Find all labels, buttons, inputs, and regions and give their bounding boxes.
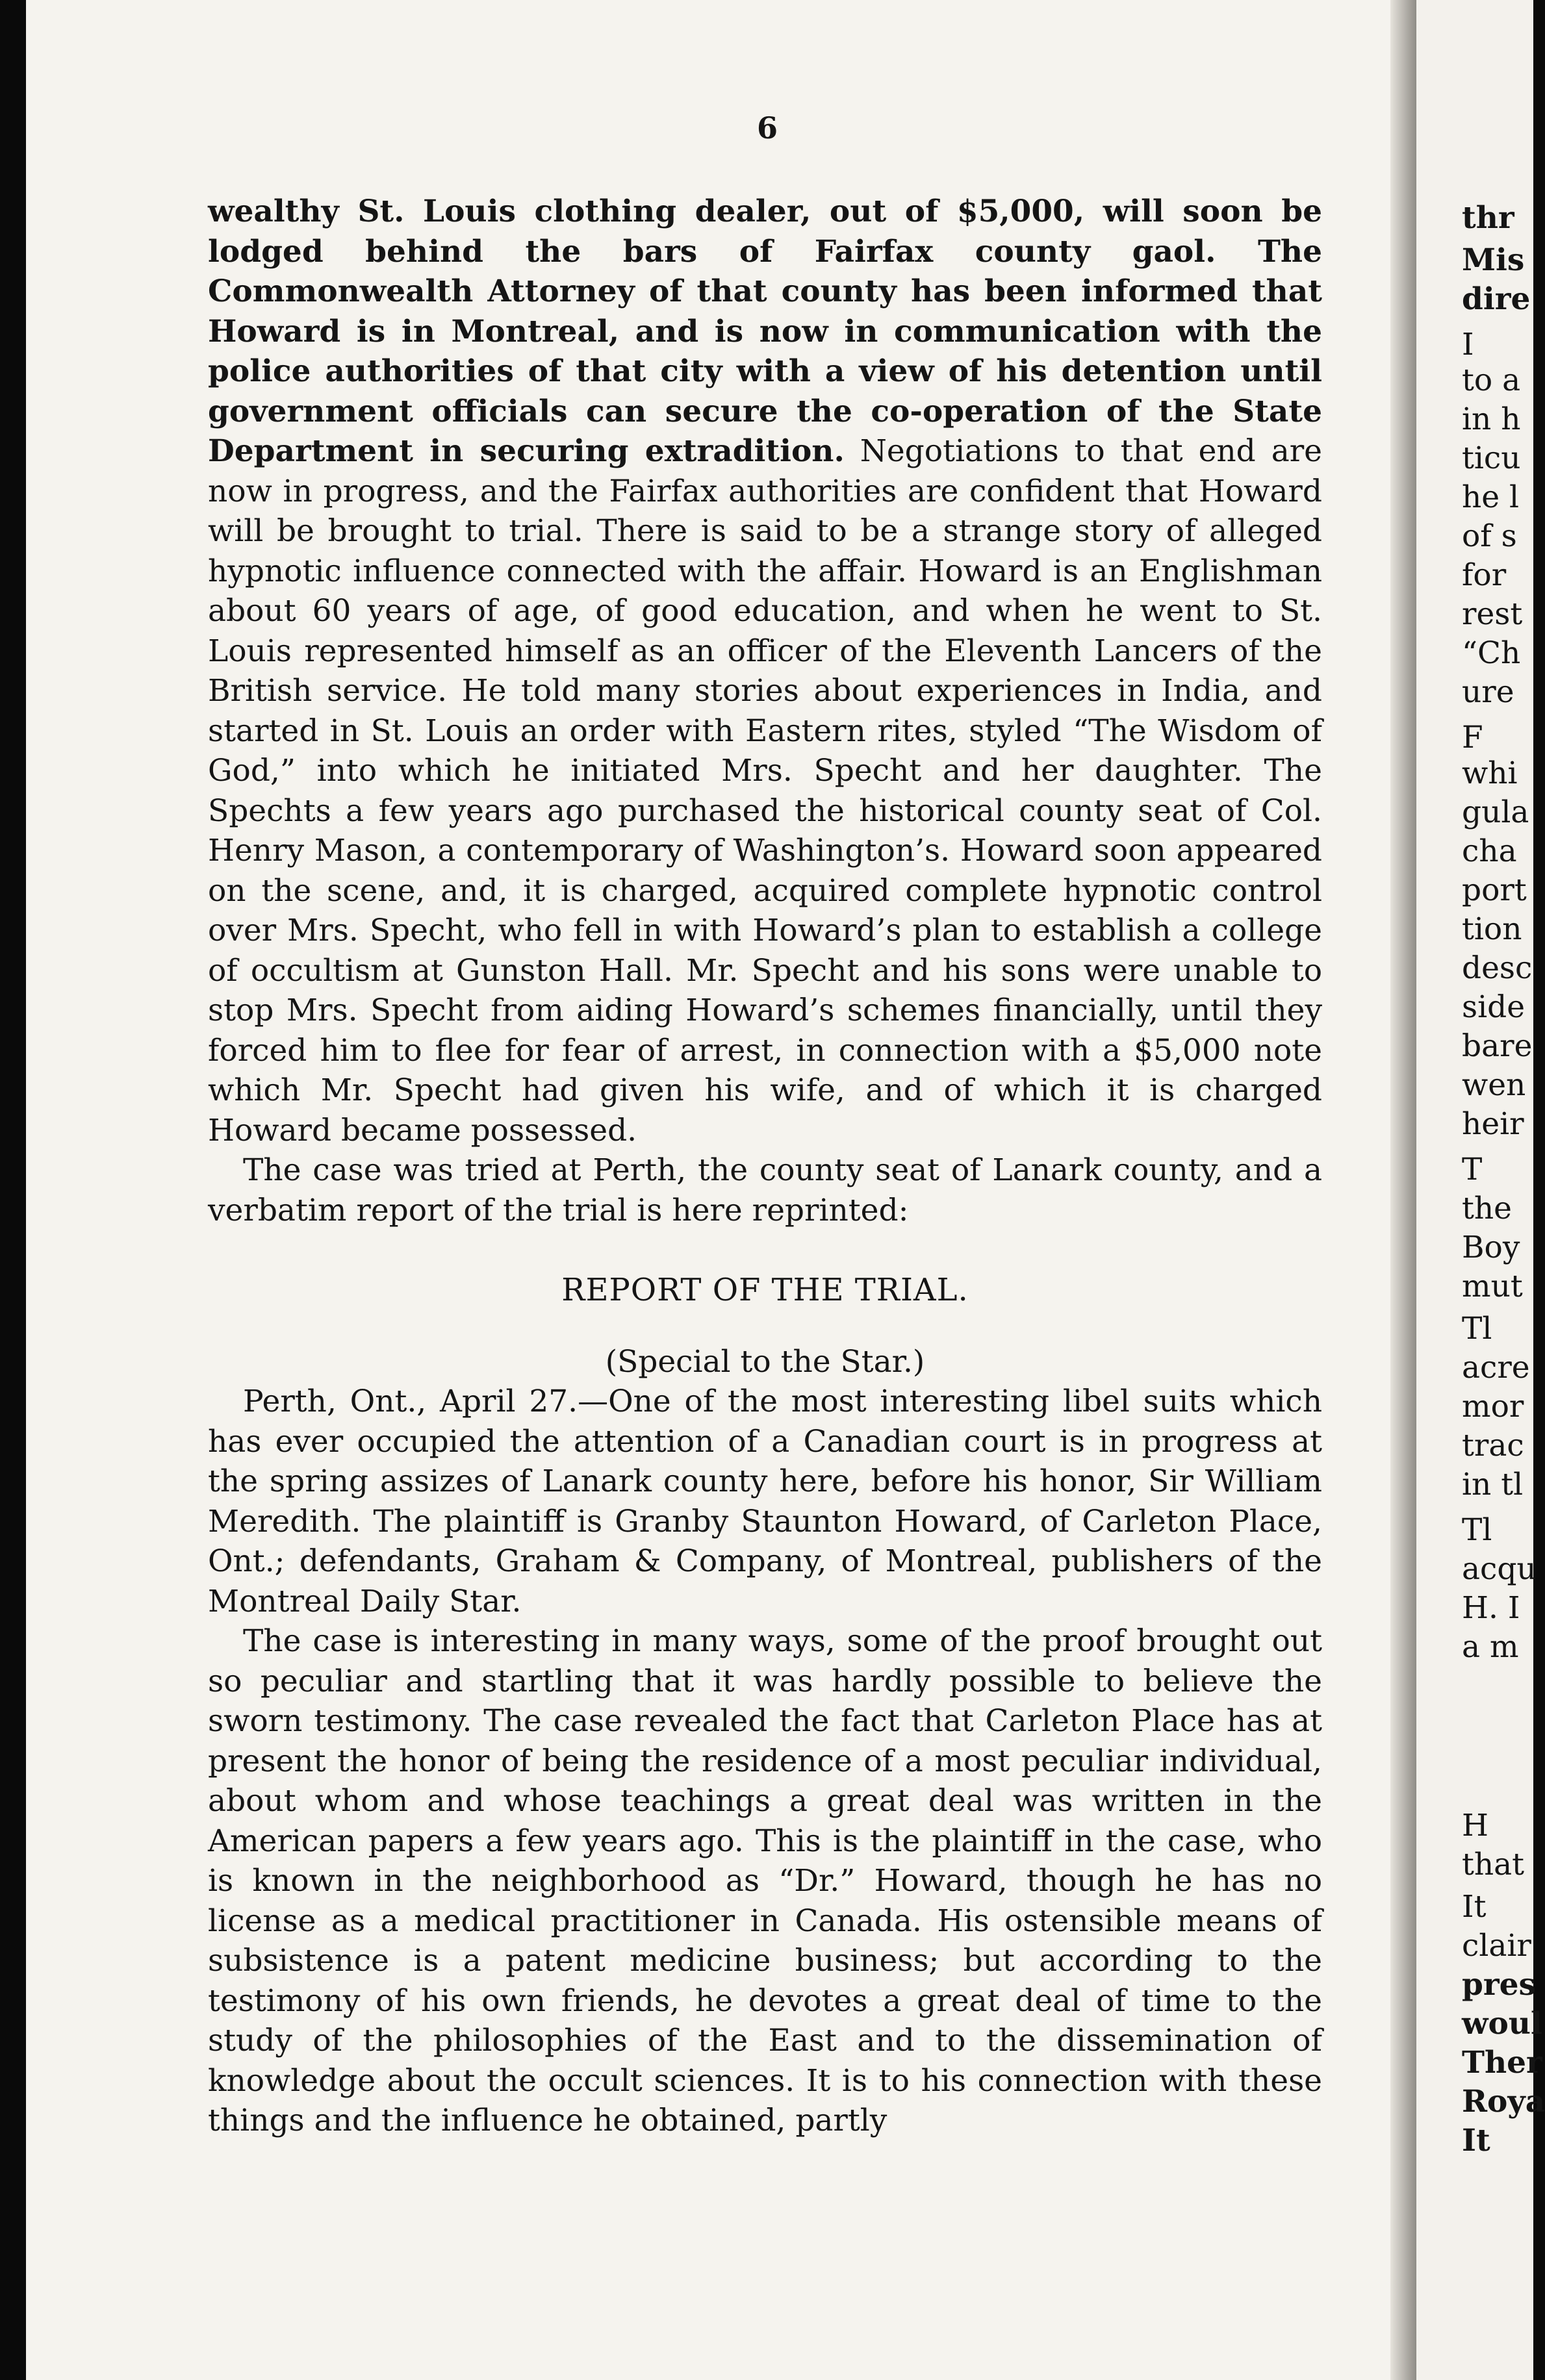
paragraph-1 [208, 192, 1322, 1150]
facing-page-fragment: mut [1462, 1269, 1523, 1304]
facing-page-fragment: It [1462, 2123, 1490, 2158]
facing-page-fragment: side [1462, 989, 1526, 1025]
facing-page-fragment: rest [1462, 596, 1523, 632]
facing-page-fragment: for [1462, 557, 1507, 593]
section-heading: REPORT OF THE TRIAL. [561, 1272, 969, 1308]
facing-page-fragment: port [1462, 872, 1527, 908]
facing-page-fragment: gula [1462, 794, 1529, 830]
facing-page-fragment: desc [1462, 950, 1533, 986]
facing-page-fragment: whi [1462, 755, 1518, 791]
facing-page-fragment: to a [1462, 362, 1521, 398]
paragraph-1-rest: Negotiations to that end are now in progress, and the Fairfax authorities are confident that Howard will be brought to trial. There is said to be a strange story of alleged hypnotic influence connected with the affair. Howard is an Englishman about 60 years of age, of good education, and when he went to St. Louis represented himself as an officer of the Eleventh Lancers of the British service. He told many stories about experiences in India, and started in St. Louis an order with Eastern rites, styled “The Wisdom of God,” into which he initiated Mrs. Specht and her daughter. The Spechts a few years ago purchased the historical county seat of Col. Henry Mason, a contemporary of Washington’s. Howard soon appeared on the scene, and, it is charged, acquired complete hypnotic control over Mrs. Specht, who fell in with Howard’s plan to establish a college of occultism at Gunston Hall. Mr. Specht and his sons were unable to stop Mrs. Specht from aiding Howard’s schemes financially, until they forced him to flee for fear of arrest, in connection with a $5,000 note which Mr. Specht had given his wife, and of which it is charged Howard became possessed. [208, 433, 1322, 1148]
main-text-column [208, 192, 1322, 2141]
facing-page-fragment: in tl [1462, 1467, 1524, 1502]
facing-page-fragment: It [1462, 1889, 1487, 1925]
facing-page-fragment: clair [1462, 1928, 1531, 1964]
facing-page-fragment: Roya [1462, 2084, 1545, 2120]
facing-page-fragment: heir [1462, 1106, 1524, 1142]
facing-page-fragment: cha [1462, 833, 1517, 869]
facing-page-fragment: woul [1462, 2006, 1542, 2042]
facing-page-fragment: wen [1462, 1067, 1526, 1103]
facing-page-fragment: a m [1462, 1629, 1519, 1665]
facing-page-fragment: Tl [1462, 1512, 1492, 1548]
facing-page-fragment: in h [1462, 401, 1521, 437]
facing-page-fragment: dire [1462, 281, 1531, 317]
facing-page-fragment: acre [1462, 1350, 1530, 1386]
facing-page-fragment: mor [1462, 1389, 1524, 1424]
facing-page-fragment: ticu [1462, 440, 1521, 476]
facing-page-fragment: H [1462, 1808, 1488, 1843]
facing-page-fragment: Boy [1462, 1230, 1520, 1265]
facing-page-fragment: Ther [1462, 2045, 1542, 2081]
facing-page-fragment: T [1462, 1152, 1483, 1187]
facing-page-fragment: Mis [1462, 242, 1525, 278]
facing-page-fragment: pres [1462, 1967, 1536, 2003]
facing-page-fragment: thr [1462, 200, 1514, 236]
page-number: 6 [757, 110, 778, 146]
facing-page-fragment: trac [1462, 1428, 1524, 1463]
facing-page-fragment: the [1462, 1191, 1512, 1226]
facing-page-fragment: that [1462, 1847, 1525, 1882]
facing-page-fragment: I [1462, 327, 1474, 362]
paragraph-2: The case was tried at Perth, the county seat of Lanark county, and a verbatim report of the trial is here reprinted: [208, 1152, 1322, 1228]
paragraph-4: The case is interesting in many ways, some of the proof brought out so peculiar and startling that it was hardly possible to believe the sworn testimony. The case revealed the fact that Carleton Place has at present the honor of being the residence of a most peculiar individual, about whom and whose teachings a great deal was written in the American papers a few years ago. This is the plaintiff in the case, who is known in the neighborhood as “Dr.” Howard, though he has no license as a medical practitioner in Canada. His ostensible means of subsistence is a patent medicine business; but according to the testimony of his own friends, he devotes a great deal of time to the study of the philosophies of the East and to the dissemination of knowledge about the occult sciences. It is to his connection with these things and the influence he obtained, partly [208, 1623, 1322, 2138]
paragraph-1-bold-lead: wealthy St. Louis clothing dealer, out of $5,000, will soon be lodged behind the bars of Fairfax county gaol. The Commonwealth Attorney of that county has been informed that Howard is in Montreal, and is now in communication with the police authorities of that city with a view of his detention until government officials can secure the co-operation of the State Department in securing extradition. [208, 194, 1322, 469]
facing-page-fragment: bare [1462, 1028, 1533, 1064]
facing-page-fragment: acqu [1462, 1551, 1537, 1587]
facing-page-fragment: of s [1462, 518, 1517, 554]
facing-page-fragment: Tl [1462, 1311, 1492, 1347]
facing-page-fragment: “Ch [1462, 635, 1521, 671]
facing-page-fragment: he l [1462, 479, 1520, 515]
facing-page-fragment: tion [1462, 911, 1522, 947]
facing-page-fragment: ure [1462, 674, 1514, 710]
section-subheading: (Special to the Star.) [605, 1343, 925, 1380]
facing-page-fragment: F [1462, 720, 1483, 755]
facing-page-fragment: H. I [1462, 1590, 1520, 1626]
paragraph-3: Perth, Ont., April 27.—One of the most interesting libel suits which has ever occupied the attention of a Canadian court is in progress at the spring assizes of Lanark county here, before his honor, Sir William Meredith. The plaintiff is Granby Staunton Howard, of Carleton Place, Ont.; defendants, Graham & Company, of Montreal, publishers of the Montreal Daily Star. [208, 1384, 1322, 1619]
page-edge-shadow [1390, 0, 1416, 2380]
facing-page-fragments [1416, 0, 1545, 2380]
